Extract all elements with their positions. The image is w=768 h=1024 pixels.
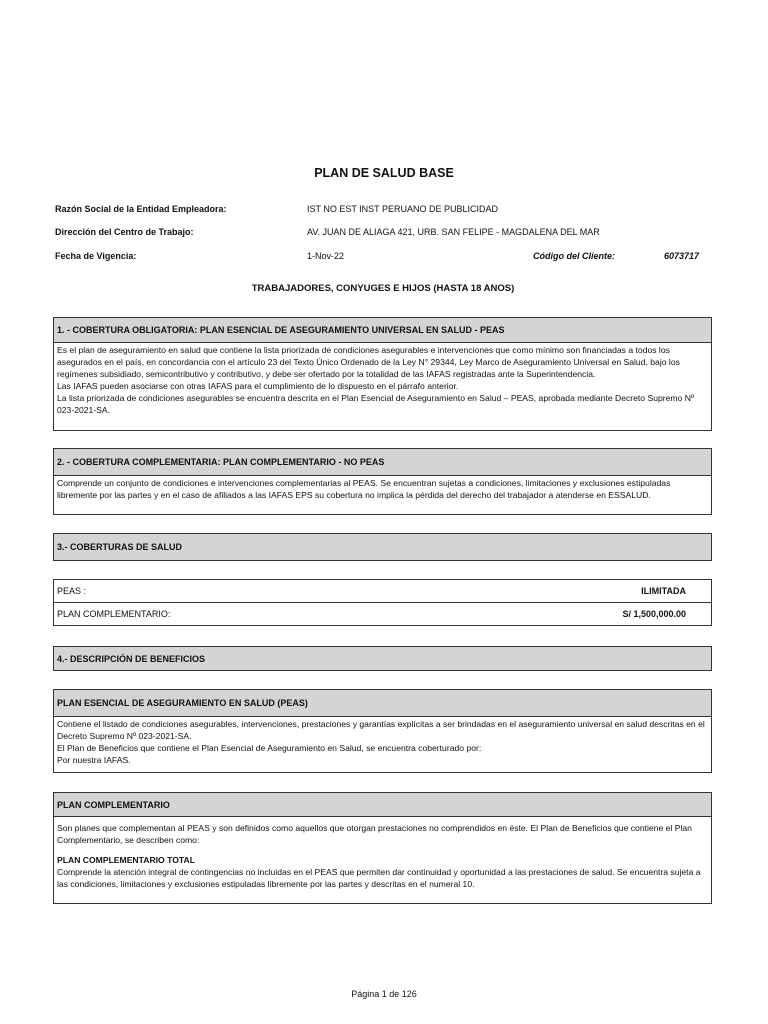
coverage-label: PEAS : xyxy=(57,586,87,596)
fecha-vigencia-value: 1-Nov-22 xyxy=(307,251,345,261)
section-body xyxy=(54,476,711,502)
razon-social-value: IST NO EST INST PERUANO DE PUBLICIDAD xyxy=(307,204,499,214)
section-coberturas-salud xyxy=(53,533,712,561)
section-header: PLAN ESENCIAL DE ASEGURAMIENTO EN SALUD (PEAS) xyxy=(54,690,711,717)
section-body xyxy=(54,343,711,417)
coverage-subtitle: TRABAJADORES, CONYUGES E HIJOS (HASTA 18 ANOS) xyxy=(251,283,515,294)
section-header: 3.- COBERTURAS DE SALUD xyxy=(54,534,711,560)
paragraph: Es el plan de aseguramiento en salud que contiene la lista priorizada de condiciones asegurables e intervenciones que como mínimo son financiadas a todos los asegurados en el país, en concordancia con el artículo 23 del Texto Único Ordenado de la Ley N° 29344, Ley Marco de Aseguramiento Universal en Salud, bajo los regímenes subsidiado, semicontributivo y contributivo, y debe ser ofertado por la totalidad de las IAFAS registradas ante la Superintendencia. xyxy=(57,345,680,379)
fecha-vigencia-label: Fecha de Vigencia: xyxy=(55,251,137,261)
section-cobertura-complementaria xyxy=(53,448,712,515)
paragraph: La lista priorizada de condiciones asegurables se encuentra descrita en el Plan Esencial de Aseguramiento en Salud – PEAS, aprobada mediante Decreto Supremo Nº 023-2021-SA. xyxy=(57,393,695,415)
coverage-row-plan-complementario xyxy=(54,602,711,625)
section-plan-complementario xyxy=(53,792,712,904)
coverage-row-peas xyxy=(54,580,711,602)
section-descripcion-beneficios xyxy=(53,646,712,671)
paragraph: Por nuestra IAFAS. xyxy=(57,755,131,765)
section-peas xyxy=(53,689,712,773)
section-header: PLAN COMPLEMENTARIO xyxy=(54,793,711,817)
paragraph: Contiene el listado de condiciones asegurables, intervenciones, prestaciones y garantías explícitas a ser brindadas en el aseguramiento universal en salud descritas en el Decreto Supremo Nº 023-2021-SA. xyxy=(57,719,705,741)
section-header: 4.- DESCRIPCIÓN DE BENEFICIOS xyxy=(54,647,711,670)
direccion-value: AV. JUAN DE ALIAGA 421, URB. SAN FELIPE - MAGDALENA DEL MAR xyxy=(307,227,600,237)
plan-total-title: PLAN COMPLEMENTARIO TOTAL xyxy=(57,855,195,865)
paragraph: Comprende un conjunto de condiciones e intervenciones complementarias al PEAS. Se encuentran sujetas a condiciones, limitaciones y exclusiones estipuladas libremente por las partes y en el caso de afiliados a las IAFAS EPS su cobertura no implica la pérdida del derecho del trabajador a atenderse en ESSALUD. xyxy=(57,478,671,500)
paragraph: El Plan de Beneficios que contiene el Plan Esencial de Aseguramiento en Salud, se encuentra coberturado por: xyxy=(57,743,482,753)
section-cobertura-obligatoria xyxy=(53,317,712,431)
coverage-table xyxy=(53,579,712,626)
coverage-value: S/ 1,500,000.00 xyxy=(622,609,686,619)
coverage-label: PLAN COMPLEMENTARIO: xyxy=(57,609,171,619)
paragraph: Las IAFAS pueden asociarse con otras IAFAS para el cumplimiento de lo dispuesto en el párrafo anterior. xyxy=(57,381,459,391)
section-body xyxy=(54,817,711,891)
razon-social-label: Razón Social de la Entidad Empleadora: xyxy=(55,204,227,214)
codigo-cliente-label: Código del Cliente: xyxy=(533,251,615,261)
direccion-label: Dirección del Centro de Trabajo: xyxy=(55,227,194,237)
page-title: PLAN DE SALUD BASE xyxy=(314,166,454,180)
section-body xyxy=(54,717,711,767)
paragraph: Comprende la atención integral de contingencias no incluidas en el PEAS que permiten dar continuidad y oportunidad a las prestaciones de salud. Se encuentra sujeta a las condiciones, limitaciones y exclusiones estipuladas libremente por las partes y descritas en el numeral 10. xyxy=(57,867,701,889)
paragraph: Son planes que complementan al PEAS y son definidos como aquellos que otorgan prestaciones no comprendidos en éste. El Plan de Beneficios que contiene el Plan Complementario, se describen como: xyxy=(57,823,692,845)
coverage-value: ILIMITADA xyxy=(641,586,686,596)
section-header: 1. - COBERTURA OBLIGATORIA: PLAN ESENCIAL DE ASEGURAMIENTO UNIVERSAL EN SALUD - PEAS xyxy=(54,318,711,343)
section-header: 2. - COBERTURA COMPLEMENTARIA: PLAN COMPLEMENTARIO - NO PEAS xyxy=(54,449,711,476)
page-number: Página 1 de 126 xyxy=(351,989,417,999)
codigo-cliente-value: 6073717 xyxy=(664,251,700,261)
